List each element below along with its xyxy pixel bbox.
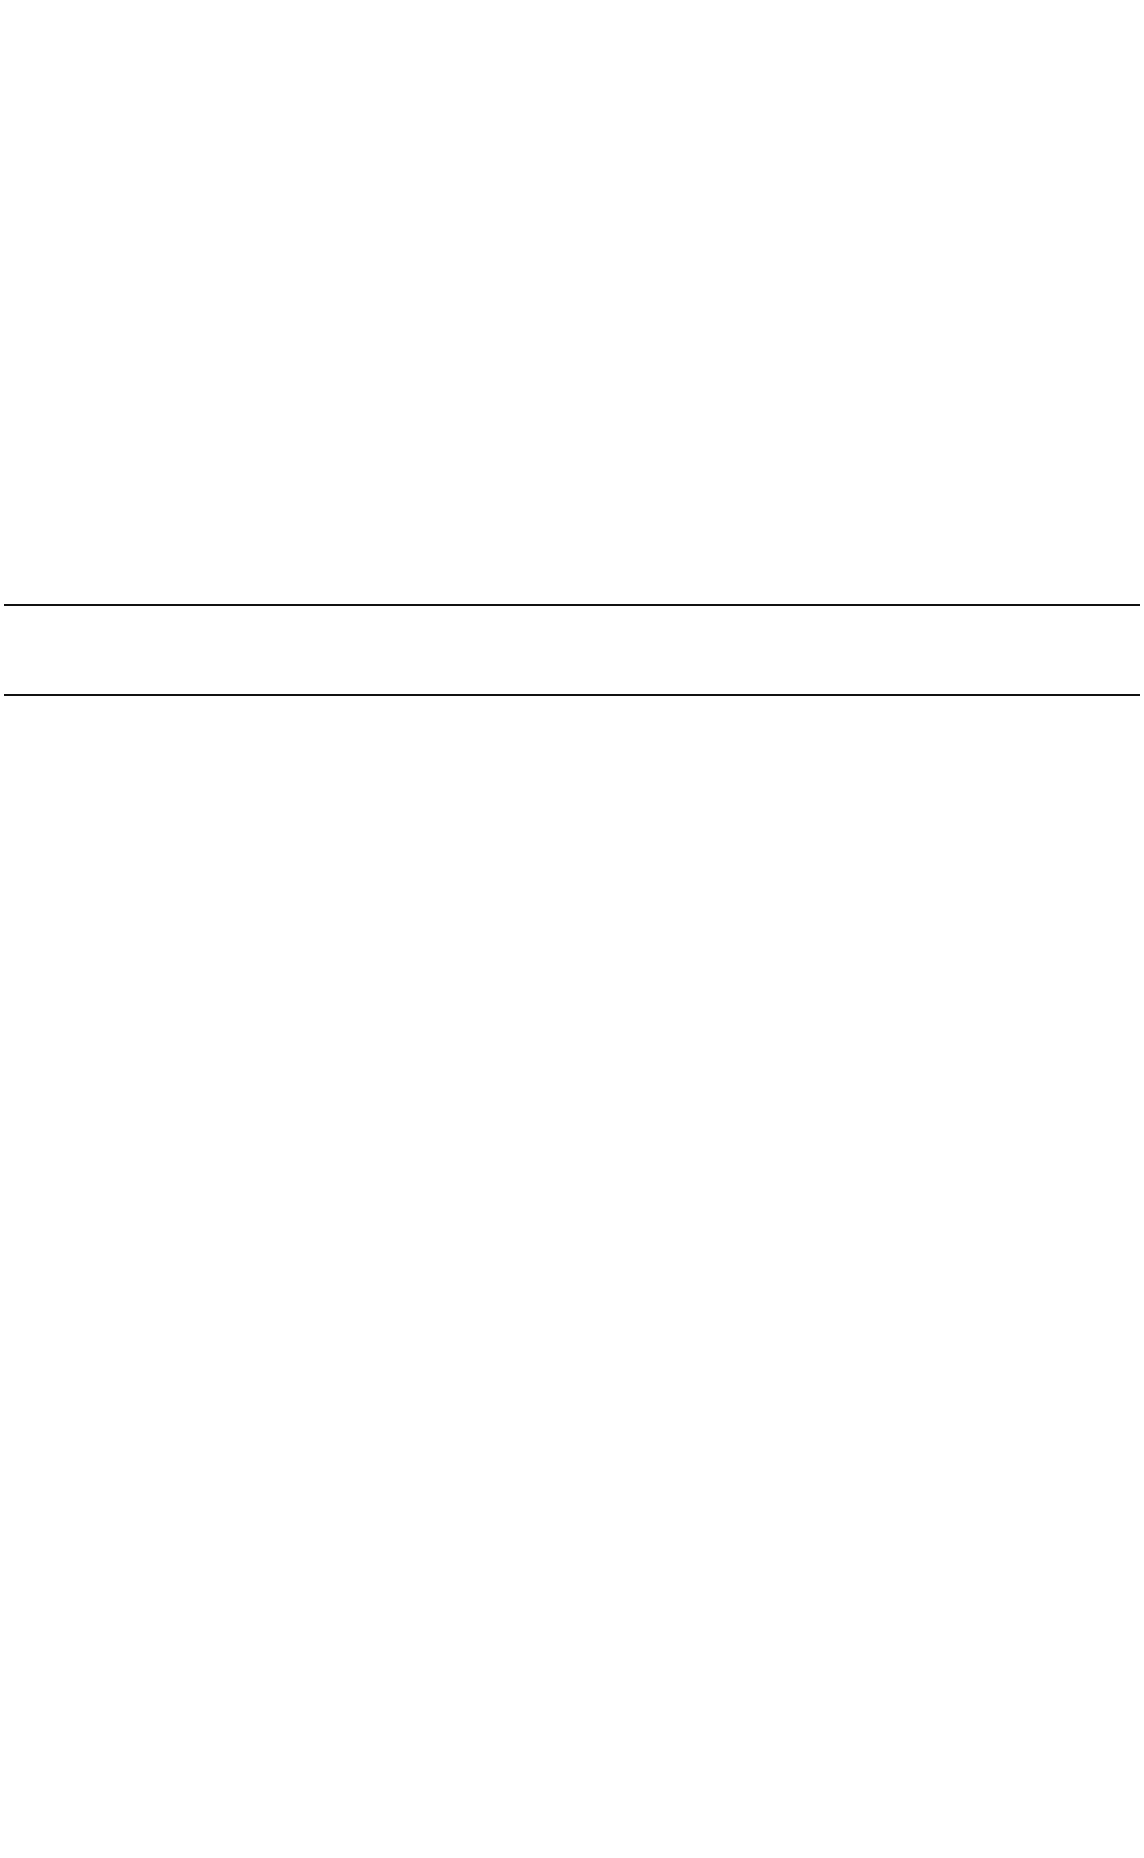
top-classifieds xyxy=(4,48,1140,600)
student-ads-section xyxy=(4,702,1140,1852)
banner-headline-box xyxy=(4,604,1140,696)
